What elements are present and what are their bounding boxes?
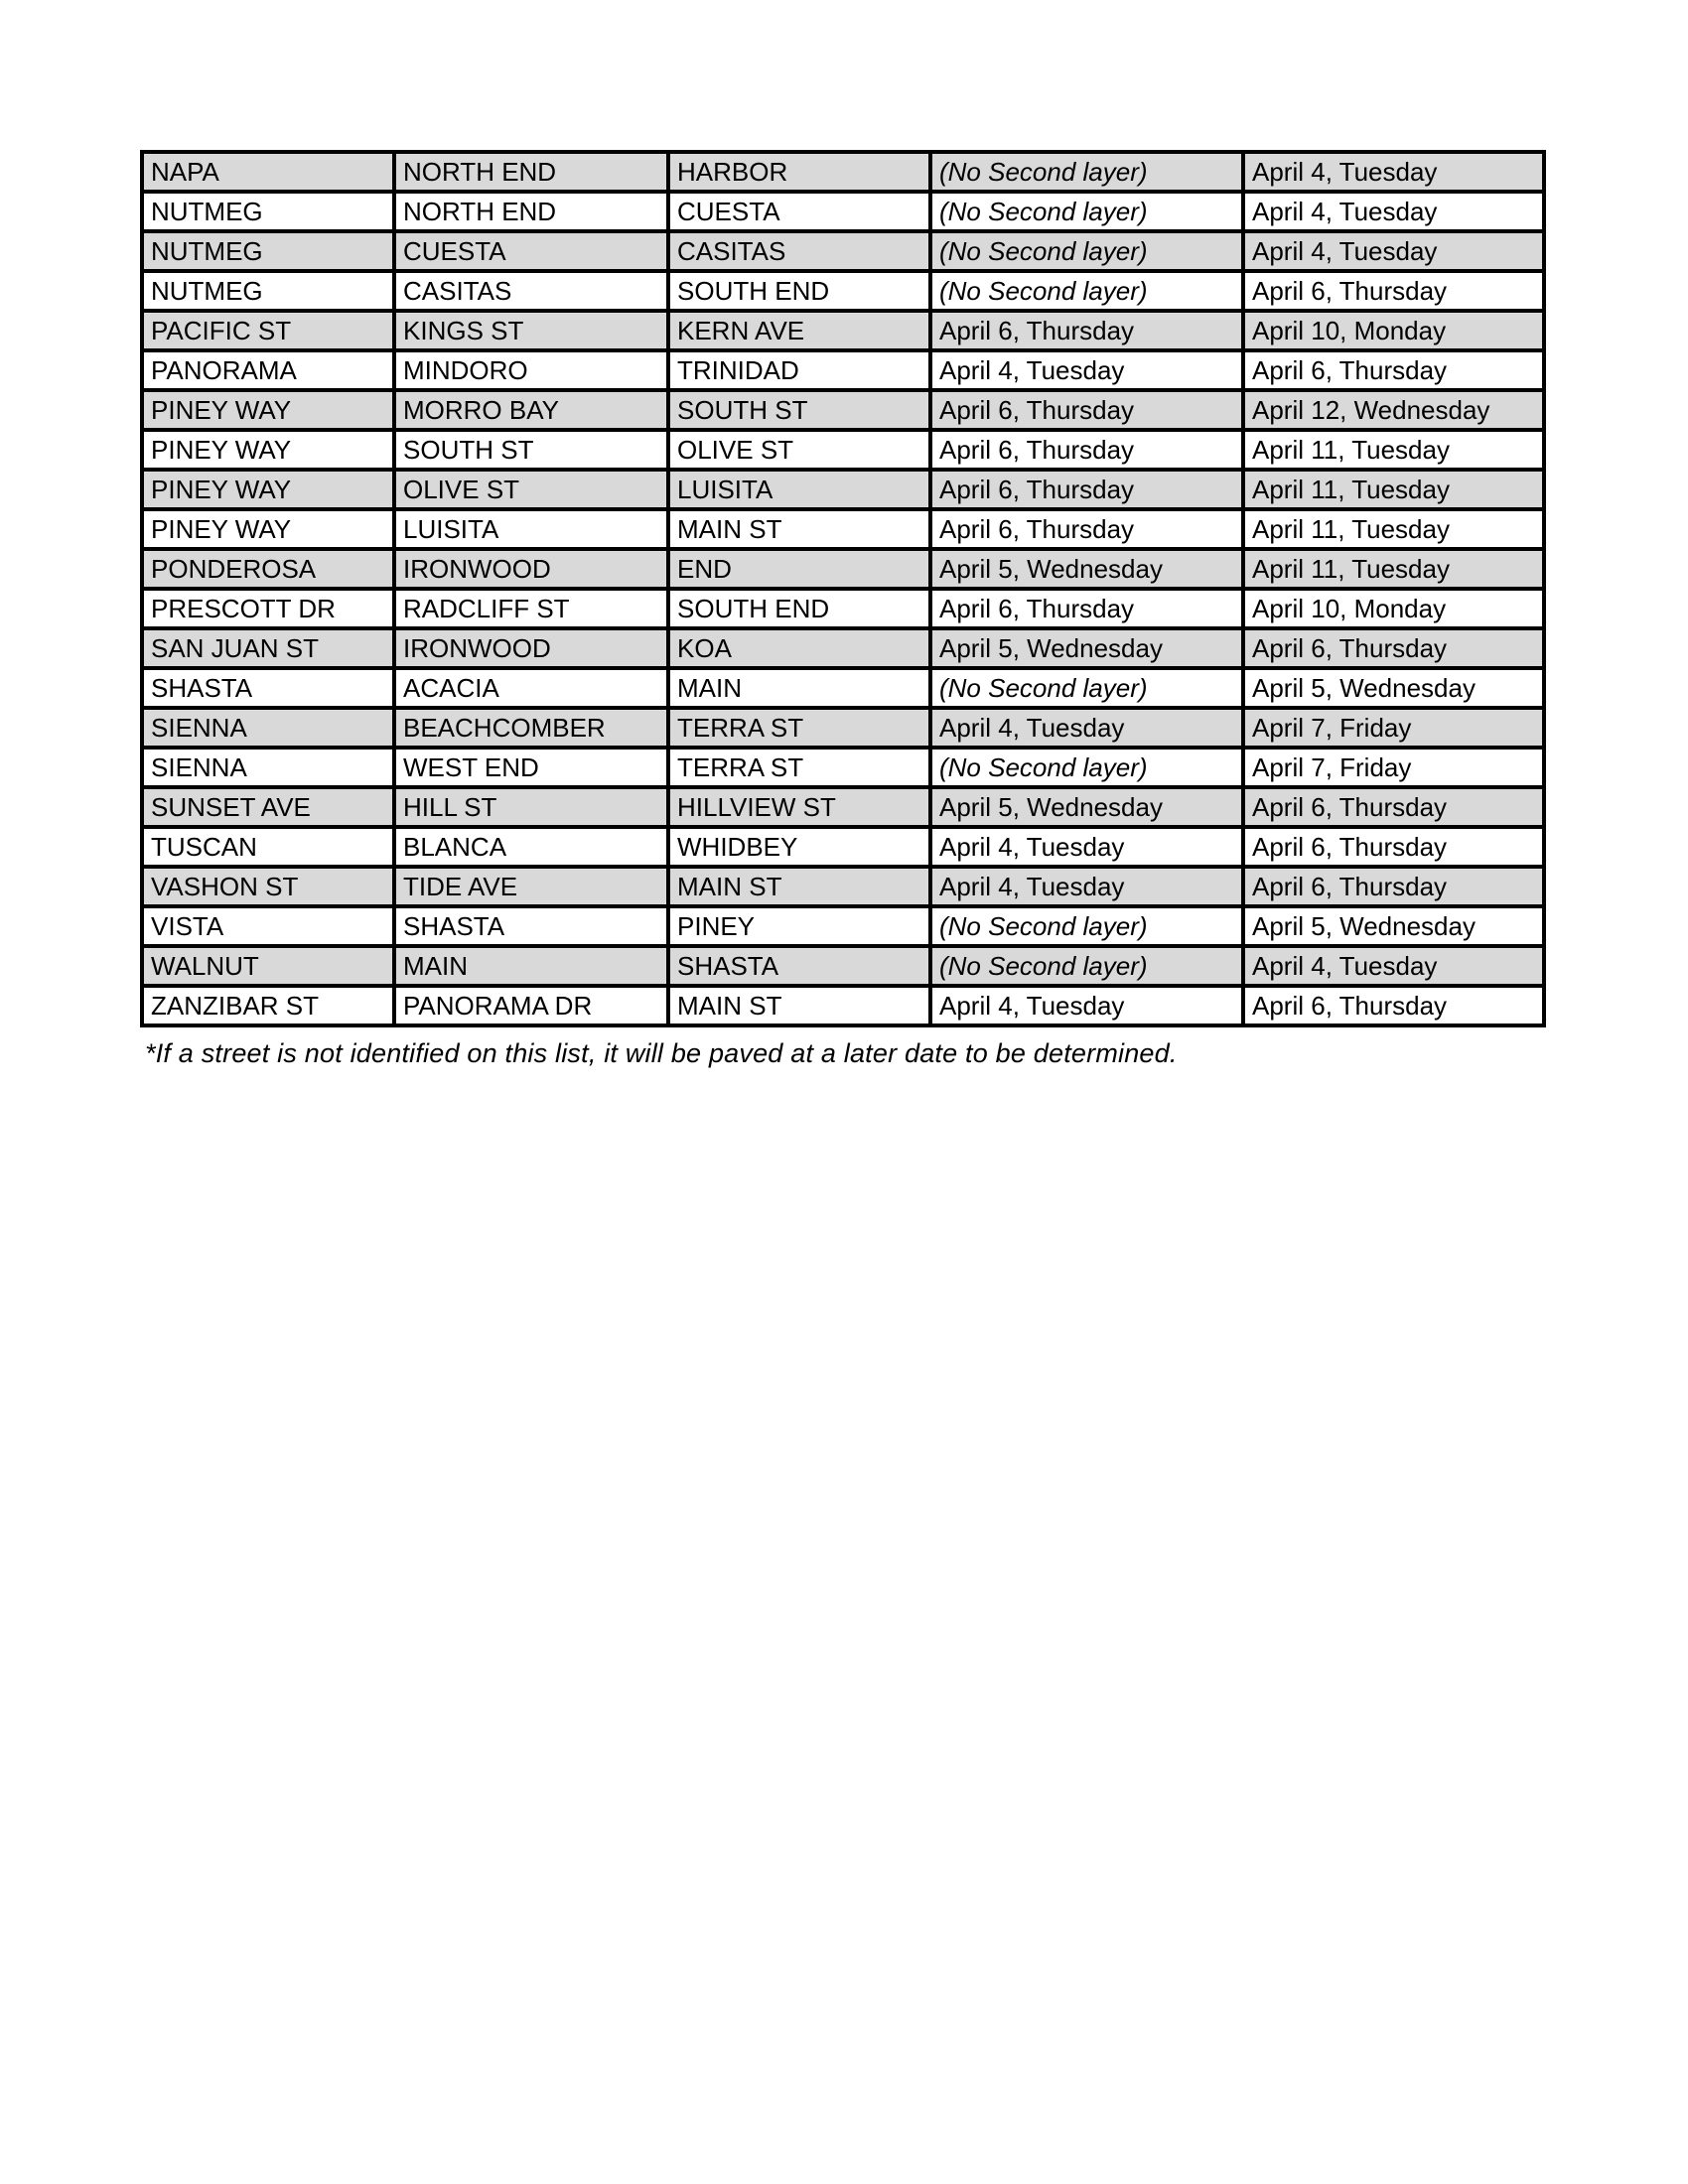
cell-first-layer-date: (No Second layer) [930, 192, 1243, 231]
cell-second-layer-date: April 10, Monday [1243, 311, 1544, 350]
table-row [142, 509, 1544, 549]
cell-second-layer-date: April 10, Monday [1243, 589, 1544, 628]
table-row [142, 827, 1544, 867]
cell-from: LUISITA [394, 509, 668, 549]
cell-first-layer-date: April 4, Tuesday [930, 827, 1243, 867]
cell-to: MAIN [668, 668, 930, 708]
cell-from: IRONWOOD [394, 628, 668, 668]
cell-street: WALNUT [142, 946, 394, 986]
cell-street: NUTMEG [142, 192, 394, 231]
cell-street: PINEY WAY [142, 430, 394, 470]
cell-to: KOA [668, 628, 930, 668]
cell-from: HILL ST [394, 787, 668, 827]
table-row [142, 430, 1544, 470]
cell-first-layer-date: (No Second layer) [930, 906, 1243, 946]
table-row [142, 192, 1544, 231]
table-row [142, 748, 1544, 787]
cell-second-layer-date: April 11, Tuesday [1243, 509, 1544, 549]
cell-street: NUTMEG [142, 271, 394, 311]
cell-second-layer-date: April 4, Tuesday [1243, 152, 1544, 192]
cell-street: SAN JUAN ST [142, 628, 394, 668]
cell-from: MORRO BAY [394, 390, 668, 430]
cell-first-layer-date: (No Second layer) [930, 668, 1243, 708]
cell-to: OLIVE ST [668, 430, 930, 470]
cell-second-layer-date: April 5, Wednesday [1243, 668, 1544, 708]
cell-first-layer-date: April 5, Wednesday [930, 628, 1243, 668]
cell-to: LUISITA [668, 470, 930, 509]
cell-street: PRESCOTT DR [142, 589, 394, 628]
cell-second-layer-date: April 6, Thursday [1243, 271, 1544, 311]
table-row [142, 390, 1544, 430]
cell-to: SOUTH END [668, 271, 930, 311]
table-row [142, 708, 1544, 748]
cell-first-layer-date: April 4, Tuesday [930, 867, 1243, 906]
cell-from: SOUTH ST [394, 430, 668, 470]
cell-from: IRONWOOD [394, 549, 668, 589]
cell-second-layer-date: April 12, Wednesday [1243, 390, 1544, 430]
cell-street: VASHON ST [142, 867, 394, 906]
cell-second-layer-date: April 6, Thursday [1243, 628, 1544, 668]
cell-first-layer-date: (No Second layer) [930, 271, 1243, 311]
paving-schedule-table [140, 150, 1542, 1027]
cell-first-layer-date: April 5, Wednesday [930, 549, 1243, 589]
cell-first-layer-date: April 4, Tuesday [930, 986, 1243, 1025]
table-row [142, 946, 1544, 986]
cell-first-layer-date: (No Second layer) [930, 946, 1243, 986]
cell-street: TUSCAN [142, 827, 394, 867]
cell-second-layer-date: April 11, Tuesday [1243, 470, 1544, 509]
cell-to: SOUTH END [668, 589, 930, 628]
cell-from: MAIN [394, 946, 668, 986]
cell-first-layer-date: April 4, Tuesday [930, 350, 1243, 390]
cell-to: WHIDBEY [668, 827, 930, 867]
cell-from: KINGS ST [394, 311, 668, 350]
cell-second-layer-date: April 6, Thursday [1243, 986, 1544, 1025]
cell-street: VISTA [142, 906, 394, 946]
cell-second-layer-date: April 5, Wednesday [1243, 906, 1544, 946]
cell-to: PINEY [668, 906, 930, 946]
cell-from: PANORAMA DR [394, 986, 668, 1025]
cell-first-layer-date: April 6, Thursday [930, 470, 1243, 509]
cell-street: SIENNA [142, 748, 394, 787]
cell-from: ACACIA [394, 668, 668, 708]
cell-to: CASITAS [668, 231, 930, 271]
cell-second-layer-date: April 6, Thursday [1243, 787, 1544, 827]
cell-first-layer-date: (No Second layer) [930, 152, 1243, 192]
table-row [142, 311, 1544, 350]
table-row [142, 628, 1544, 668]
cell-second-layer-date: April 7, Friday [1243, 748, 1544, 787]
cell-street: SUNSET AVE [142, 787, 394, 827]
table-row [142, 231, 1544, 271]
cell-street: NUTMEG [142, 231, 394, 271]
cell-to: KERN AVE [668, 311, 930, 350]
cell-first-layer-date: April 6, Thursday [930, 430, 1243, 470]
cell-second-layer-date: April 4, Tuesday [1243, 192, 1544, 231]
cell-to: CUESTA [668, 192, 930, 231]
cell-street: PINEY WAY [142, 470, 394, 509]
cell-from: SHASTA [394, 906, 668, 946]
cell-second-layer-date: April 6, Thursday [1243, 350, 1544, 390]
cell-to: SHASTA [668, 946, 930, 986]
cell-second-layer-date: April 7, Friday [1243, 708, 1544, 748]
schedule-table-grid [140, 150, 1546, 1027]
cell-from: RADCLIFF ST [394, 589, 668, 628]
cell-street: PACIFIC ST [142, 311, 394, 350]
cell-second-layer-date: April 11, Tuesday [1243, 549, 1544, 589]
cell-street: SHASTA [142, 668, 394, 708]
cell-first-layer-date: April 6, Thursday [930, 311, 1243, 350]
table-row [142, 668, 1544, 708]
cell-street: PINEY WAY [142, 390, 394, 430]
cell-from: MINDORO [394, 350, 668, 390]
cell-street: PINEY WAY [142, 509, 394, 549]
cell-second-layer-date: April 4, Tuesday [1243, 946, 1544, 986]
cell-to: SOUTH ST [668, 390, 930, 430]
table-row [142, 470, 1544, 509]
table-row [142, 787, 1544, 827]
footnote-text: *If a street is not identified on this list, it will be paved at a later date to be determined. [145, 1038, 1178, 1068]
cell-street: PANORAMA [142, 350, 394, 390]
cell-to: TERRA ST [668, 748, 930, 787]
cell-first-layer-date: April 5, Wednesday [930, 787, 1243, 827]
cell-to: MAIN ST [668, 509, 930, 549]
cell-from: BEACHCOMBER [394, 708, 668, 748]
cell-second-layer-date: April 6, Thursday [1243, 867, 1544, 906]
table-row [142, 986, 1544, 1025]
cell-from: CASITAS [394, 271, 668, 311]
cell-second-layer-date: April 6, Thursday [1243, 827, 1544, 867]
table-row [142, 152, 1544, 192]
cell-first-layer-date: April 6, Thursday [930, 509, 1243, 549]
cell-street: NAPA [142, 152, 394, 192]
cell-to: TRINIDAD [668, 350, 930, 390]
cell-first-layer-date: (No Second layer) [930, 231, 1243, 271]
cell-first-layer-date: April 4, Tuesday [930, 708, 1243, 748]
cell-to: END [668, 549, 930, 589]
table-row [142, 867, 1544, 906]
cell-to: MAIN ST [668, 986, 930, 1025]
cell-street: PONDEROSA [142, 549, 394, 589]
cell-from: NORTH END [394, 152, 668, 192]
table-row [142, 350, 1544, 390]
table-row [142, 549, 1544, 589]
cell-to: HARBOR [668, 152, 930, 192]
table-row [142, 589, 1544, 628]
cell-from: TIDE AVE [394, 867, 668, 906]
table-row [142, 271, 1544, 311]
cell-second-layer-date: April 11, Tuesday [1243, 430, 1544, 470]
cell-to: TERRA ST [668, 708, 930, 748]
cell-first-layer-date: April 6, Thursday [930, 589, 1243, 628]
cell-from: NORTH END [394, 192, 668, 231]
cell-from: BLANCA [394, 827, 668, 867]
cell-first-layer-date: April 6, Thursday [930, 390, 1243, 430]
cell-street: SIENNA [142, 708, 394, 748]
cell-second-layer-date: April 4, Tuesday [1243, 231, 1544, 271]
cell-to: MAIN ST [668, 867, 930, 906]
cell-first-layer-date: (No Second layer) [930, 748, 1243, 787]
cell-from: CUESTA [394, 231, 668, 271]
cell-street: ZANZIBAR ST [142, 986, 394, 1025]
table-row [142, 906, 1544, 946]
cell-to: HILLVIEW ST [668, 787, 930, 827]
cell-from: WEST END [394, 748, 668, 787]
cell-from: OLIVE ST [394, 470, 668, 509]
